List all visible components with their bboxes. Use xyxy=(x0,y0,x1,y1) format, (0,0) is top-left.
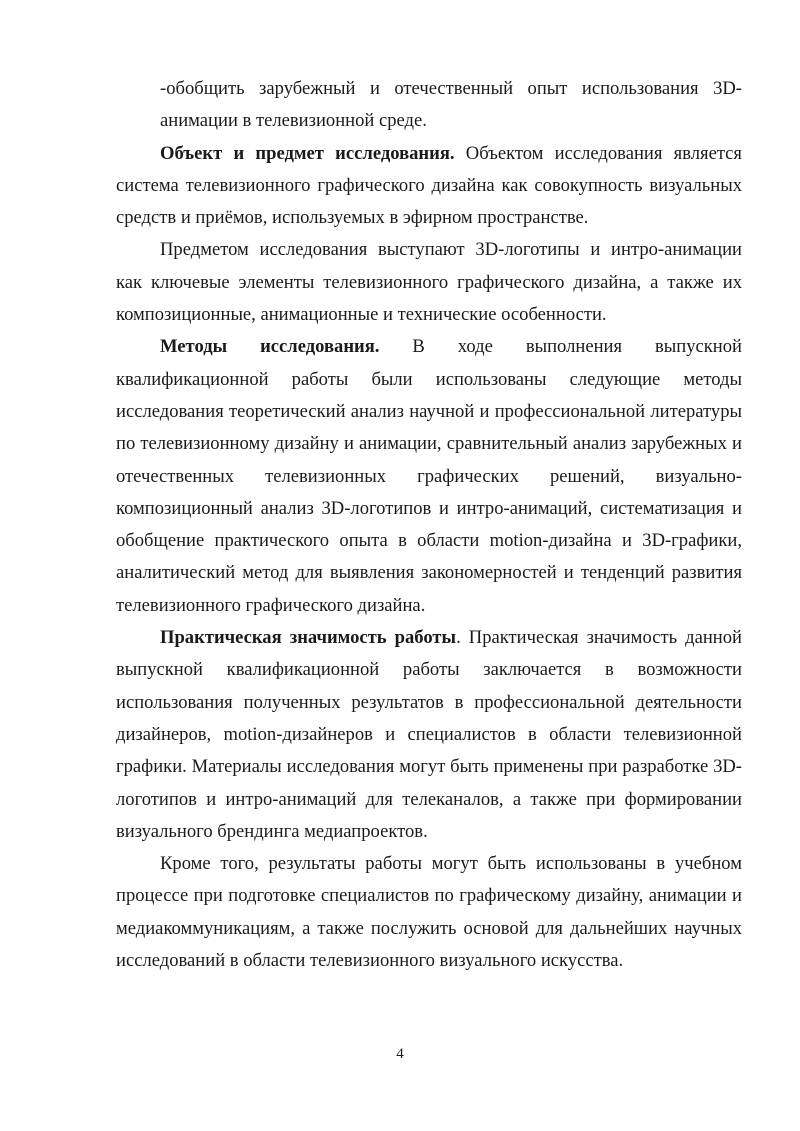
paragraph-text: Кроме того, результаты работы могут быть использованы в учебном процессе при подготовке специалистов по графическому дизайну, анимации и медиакоммуникациям, а также послужить основой для дальнейших научных исследований в области телевизионного визуального искусства. xyxy=(116,853,742,972)
document-page xyxy=(116,73,742,977)
paragraph-methods xyxy=(116,331,742,622)
paragraph-practical-significance xyxy=(116,622,742,848)
paragraph-additional xyxy=(116,848,742,977)
paragraph-text: . Практическая значимость данной выпускной квалификационной работы заключается в возможности использования полученных результатов в профессиональной деятельности дизайнеров, motion-дизайнеров и специалистов в области телевизионной графики. Материалы исследования могут быть применены при разработке 3D-логотипов и интро-анимаций для телеканалов, а также при формировании визуального брендинга медиапроектов. xyxy=(116,627,742,842)
paragraph-subject xyxy=(116,234,742,331)
paragraph-text: Объектом исследования является система телевизионного графического дизайна как совокупность визуальных средств и приёмов, используемых в эфирном пространстве. xyxy=(116,142,742,229)
page-number: 4 xyxy=(396,1046,404,1062)
paragraph-goal xyxy=(116,73,742,138)
paragraph-heading: Методы исследования. xyxy=(160,336,380,358)
paragraph-text: Предметом исследования выступают 3D-логотипы и интро-анимации как ключевые элементы телевизионного графического дизайна, а также их композиционные, анимационные и технические особенности. xyxy=(116,239,742,326)
paragraph-object-subject xyxy=(116,138,742,235)
paragraph-heading: Объект и предмет исследования. xyxy=(160,142,455,164)
paragraph-text: -обобщить зарубежный и отечественный опыт использования 3D-анимации в телевизионной среде. xyxy=(160,78,742,132)
paragraph-heading: Практическая значимость работы xyxy=(160,627,457,649)
paragraph-text: В ходе выполнения выпускной квалификационной работы были использованы следующие методы исследования теоретический анализ научной и профессиональной литературы по телевизионному дизайну и анимации, сравнительный анализ зарубежных и отечественных телевизионных графических решений, визуально-композиционный анализ 3D-логотипов и интро-анимаций, систематизация и обобщение практического опыта в области motion-дизайна и 3D-графики, аналитический метод для выявления закономерностей и тенденций развития телевизионного графического дизайна. xyxy=(116,336,742,616)
